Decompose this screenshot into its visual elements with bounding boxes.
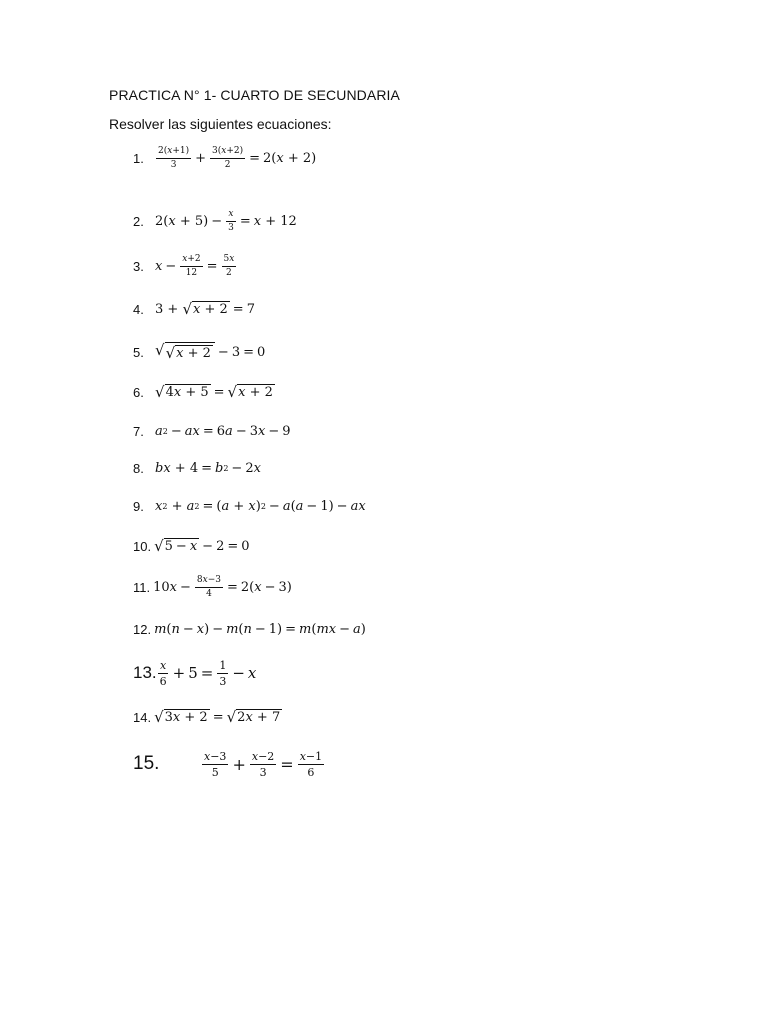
equation-number: 15.	[133, 753, 160, 774]
page-title: PRACTICA N° 1- CUARTO DE SECUNDARIA	[109, 87, 400, 103]
equation-body: a 2 − ax = 6 a − 3 x − 9	[155, 423, 291, 439]
equation-number: 7.	[133, 423, 144, 439]
equation-12	[133, 614, 366, 644]
equation-15	[133, 745, 325, 783]
equation-9	[133, 491, 366, 521]
equation-body: √ √ x + 2 − 3 = 0	[155, 341, 266, 362]
equation-number: 6.	[133, 384, 144, 400]
equation-14	[133, 702, 282, 732]
equation-5	[133, 337, 265, 367]
equation-1	[133, 143, 316, 173]
equation-body: 10 x − $\frac{8x-3}{4}$ = 2( x − 3)	[153, 574, 292, 599]
equation-number: 5.	[133, 344, 144, 360]
equation-number: 3.	[133, 258, 144, 274]
equation-2	[133, 206, 297, 236]
equation-number: 13.	[133, 663, 157, 682]
equation-body: √ 3x + 2 = √ 2x + 7	[154, 708, 281, 726]
equation-number: 12.	[133, 621, 152, 637]
equation-body: m ( n − x ) − m ( n − 1) = m ( mx − a )	[154, 621, 366, 637]
equation-3	[133, 251, 237, 281]
equation-body: $\frac{x-3}{5}$ + $\frac{x-2}{3}$ = $\frac{x-1}{6}$	[204, 749, 323, 779]
equation-4	[133, 294, 255, 324]
equation-number: 11.	[133, 579, 151, 595]
equation-body: x − $\frac{x+2}{12}$ = $\frac{5x}{2}$	[155, 253, 235, 278]
equation-body: bx + 4 = b 2 − 2 x	[155, 460, 261, 476]
equation-7	[133, 416, 291, 446]
equation-8	[133, 453, 261, 483]
equation-body: $\frac{2(x+1)}{3}$ + $\frac{3(x+2)}{2}$ = 2( x + 2)	[158, 145, 317, 170]
equation-number: 14.	[133, 709, 152, 725]
equation-body: $\frac{x}{6}$ + 5 = $\frac{1}{3}$ − x	[159, 658, 257, 688]
equation-body: √ 5 − x − 2 = 0	[154, 537, 250, 555]
equation-13	[133, 656, 256, 690]
equation-body: 3 + √ x + 2 = 7	[155, 300, 255, 318]
equation-number: 10.	[133, 538, 152, 554]
equation-number: 9.	[133, 498, 144, 514]
equation-body: 2( x + 5) − $\frac{x}{3}$ = x + 12	[155, 208, 297, 233]
equation-number: 2.	[133, 213, 144, 229]
equation-11	[133, 572, 292, 602]
equation-number: 1.	[133, 150, 144, 166]
equation-number: 4.	[133, 301, 144, 317]
equation-number: 8.	[133, 460, 144, 476]
equation-6	[133, 377, 275, 407]
instructions: Resolver las siguientes ecuaciones:	[109, 116, 332, 132]
equation-body: √ 4x + 5 = √ x + 2	[155, 383, 273, 401]
equation-body: x 2 + a 2 = ( a + x ) 2 − a ( a − 1) − ax	[155, 498, 366, 514]
equation-10	[133, 531, 250, 561]
